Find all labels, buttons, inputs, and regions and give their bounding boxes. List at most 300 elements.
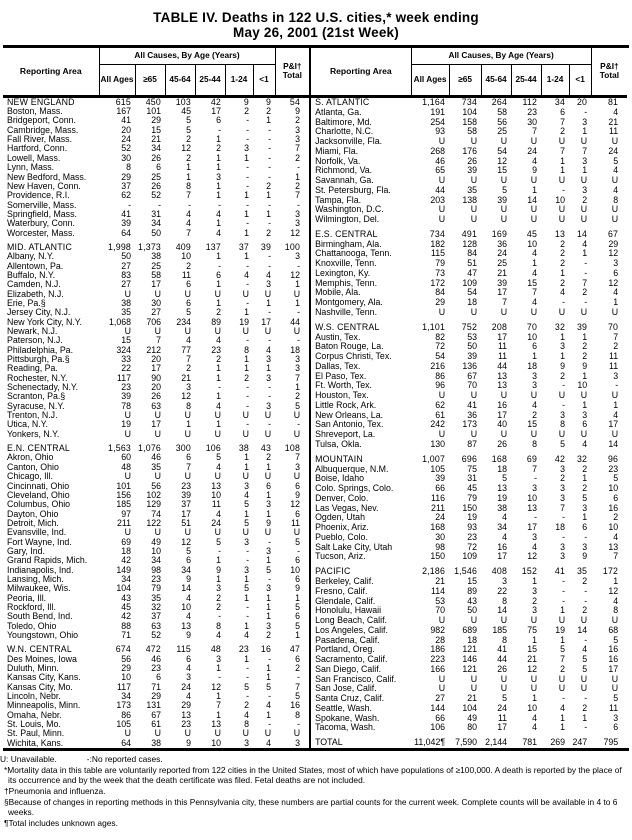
value-cell: 1,546 <box>454 567 478 577</box>
value-cell: - <box>584 693 588 704</box>
value-cell: 18 <box>555 522 566 533</box>
value-cell: 3 <box>582 410 588 420</box>
value-cell: - <box>268 252 272 262</box>
value-cell: 20 <box>151 383 161 393</box>
value-cell: 3 <box>295 135 301 145</box>
value-cell: 1 <box>266 664 272 674</box>
value-cell: 3 <box>560 410 566 420</box>
value-cell: 2 <box>582 464 588 474</box>
value-cell: 29 <box>151 116 161 126</box>
value-cell: 1 <box>216 252 221 262</box>
value-cell: 30 <box>435 532 446 542</box>
value-cell: 89 <box>467 586 478 596</box>
value-cell: 3 <box>295 462 301 472</box>
value-cell: 35 <box>467 185 478 195</box>
value-cell: - <box>268 720 272 730</box>
footnote-dagger: †Pneumonia and influenza. <box>4 785 106 796</box>
value-cell: U <box>611 684 619 694</box>
value-cell: 3 <box>532 381 538 391</box>
value-cell: 1 <box>560 635 566 645</box>
value-cell: 10 <box>181 252 191 262</box>
value-cell: 2 <box>295 392 301 402</box>
reporting-area-cell: Corpus Christi, Tex. <box>315 352 392 362</box>
value-cell: 109 <box>462 278 478 288</box>
reporting-area-cell: Akron, Ohio <box>7 453 54 463</box>
reporting-area-cell: Lansing, Mich. <box>7 574 64 584</box>
value-cell: 409 <box>175 242 191 252</box>
value-cell: 23 <box>151 664 161 674</box>
value-cell: 5 <box>244 500 249 510</box>
value-cell: 212 <box>146 345 161 355</box>
value-cell: 3 <box>244 537 249 547</box>
value-cell: 1 <box>295 298 301 308</box>
value-cell: U <box>611 615 619 626</box>
value-cell: 152 <box>521 567 538 577</box>
value-cell: 1 <box>244 364 249 374</box>
footnote-star: *Mortality data in this table are voluntarily reported from 122 cities in the United States, most of which have populations of ≥100,000. A death is reported by the place of its occurrence and by the week that the death certificate was filed. Fetal deaths are not included. <box>4 764 622 786</box>
value-cell: 13 <box>554 229 566 239</box>
value-cell: 8 <box>295 710 301 720</box>
value-cell: 10 <box>181 602 191 612</box>
value-cell: U <box>500 205 508 215</box>
value-cell: 4 <box>613 166 619 176</box>
value-cell: 18 <box>527 361 538 371</box>
table-header <box>3 48 309 96</box>
table-row <box>3 290 309 299</box>
value-cell: 68 <box>608 625 619 635</box>
value-cell: 4 <box>613 532 619 542</box>
age-group-header: All Causes, By Age (Years) <box>99 48 275 64</box>
value-cell: U <box>530 136 538 147</box>
value-cell: 6 <box>613 493 619 503</box>
value-cell: 33 <box>121 355 131 365</box>
reporting-area-cell: Tucson, Ariz. <box>315 552 366 562</box>
value-cell: U <box>470 307 478 317</box>
value-cell: 1 <box>532 259 538 269</box>
value-cell: 26 <box>151 392 161 402</box>
value-cell: - <box>562 586 566 596</box>
value-cell: 4 <box>216 509 221 519</box>
reporting-area-cell: Kansas City, Kans. <box>7 673 81 683</box>
value-cell: 13 <box>527 503 538 513</box>
value-cell: 24 <box>181 682 191 692</box>
value-cell: 11 <box>290 518 301 528</box>
value-cell: 3 <box>295 125 301 135</box>
value-cell: 18 <box>467 298 478 308</box>
value-cell: 1,007 <box>422 454 446 464</box>
reporting-area-cell: Savannah, Ga. <box>315 175 374 186</box>
table-row <box>3 392 309 401</box>
table-row <box>311 503 627 513</box>
table-row <box>311 464 627 474</box>
table-row <box>3 692 309 701</box>
reporting-area-cell: New Orleans, La. <box>315 410 384 420</box>
value-cell: 4 <box>216 462 221 472</box>
reporting-area-cell: Boston, Mass. <box>7 107 63 117</box>
value-cell: - <box>218 383 221 393</box>
value-cell: 11 <box>497 342 508 352</box>
value-cell: 138 <box>462 195 478 205</box>
value-cell: 1 <box>582 400 588 410</box>
table-row <box>311 362 627 372</box>
value-cell: 4 <box>560 703 566 713</box>
value-cell: 2 <box>244 107 249 117</box>
reporting-area-cell: MID. ATLANTIC <box>7 242 72 252</box>
value-cell: 19 <box>555 625 566 635</box>
value-cell: 26 <box>497 664 508 674</box>
table-row <box>311 484 627 494</box>
table-row <box>3 346 309 355</box>
value-cell: 89 <box>211 317 221 327</box>
value-cell: 12 <box>608 278 619 288</box>
value-cell: 3 <box>295 355 301 365</box>
value-cell: U <box>214 327 221 336</box>
value-cell: 56 <box>151 481 161 491</box>
reporting-area-cell: Reading, Pa. <box>7 364 58 374</box>
value-cell: 10 <box>211 738 221 748</box>
value-cell: 15 <box>527 420 538 430</box>
table-title-line1: TABLE IV. Deaths in 122 U.S. cities,* week ending <box>153 10 479 25</box>
value-cell: 17 <box>497 552 508 562</box>
value-cell: 1 <box>266 364 272 374</box>
value-cell: - <box>562 185 566 195</box>
value-cell: 9 <box>295 490 301 500</box>
value-cell: 18 <box>121 546 131 556</box>
table-row <box>3 556 309 565</box>
value-cell: 324 <box>116 345 131 355</box>
value-cell: 17 <box>608 420 619 430</box>
value-cell: 247 <box>572 738 588 748</box>
table-row <box>311 288 627 298</box>
value-cell: 39 <box>121 392 131 402</box>
value-cell: 234 <box>176 317 191 327</box>
value-cell: 129 <box>146 500 161 510</box>
value-cell: 3 <box>582 156 588 166</box>
table-title-line2: May 26, 2001 (21st Week) <box>233 25 399 41</box>
value-cell: 1 <box>613 400 619 410</box>
reporting-area-cell: Springfield, Mass. <box>7 209 77 219</box>
table-row <box>311 342 627 352</box>
value-cell: U <box>214 729 221 739</box>
value-cell: U <box>154 429 161 439</box>
value-cell: - <box>268 574 272 584</box>
value-cell: 17 <box>497 288 508 298</box>
value-cell: U <box>438 175 446 186</box>
value-cell: 16 <box>497 542 508 552</box>
value-cell: 25 <box>497 127 508 137</box>
value-cell: 11 <box>181 270 191 280</box>
value-cell: 15 <box>527 278 538 288</box>
value-cell: 6 <box>295 654 301 664</box>
table-row <box>311 249 627 259</box>
value-cell: 38 <box>151 252 161 262</box>
value-cell: U <box>438 214 446 225</box>
table-row <box>3 271 309 280</box>
reporting-area-cell: Newark, N.J. <box>7 327 58 336</box>
value-cell: 41 <box>121 116 131 126</box>
value-cell: 1 <box>266 490 272 500</box>
value-cell: 10 <box>121 673 131 683</box>
table-row <box>3 383 309 392</box>
value-cell: 41 <box>554 567 566 577</box>
value-cell: 1 <box>216 364 221 374</box>
value-cell: 223 <box>430 654 446 665</box>
value-cell: 23 <box>238 645 249 655</box>
value-cell: 11 <box>609 127 619 137</box>
value-cell: 3 <box>582 542 588 552</box>
value-cell: 74 <box>151 509 161 519</box>
value-cell: - <box>246 219 249 229</box>
table-row <box>3 430 309 439</box>
value-cell: 84 <box>467 249 478 259</box>
reporting-area-cell: Toledo, Ohio <box>7 621 57 631</box>
value-cell: 3 <box>582 185 588 195</box>
value-cell: 752 <box>461 322 478 332</box>
reporting-area-cell: Berkeley, Calif. <box>315 576 374 587</box>
value-cell: 48 <box>210 645 221 655</box>
value-cell: 211 <box>431 503 446 513</box>
value-cell: 1 <box>216 392 221 402</box>
value-cell: 4 <box>266 738 272 748</box>
value-cell: 80 <box>467 723 478 733</box>
value-cell: 1 <box>244 462 249 472</box>
value-cell: 2 <box>560 239 566 249</box>
value-cell: - <box>297 261 301 271</box>
value-cell: - <box>246 546 249 556</box>
value-cell: U <box>530 674 538 684</box>
value-cell: - <box>246 135 249 145</box>
value-cell: 1 <box>560 166 566 176</box>
table-row <box>3 163 309 172</box>
value-cell: 12 <box>608 586 619 596</box>
value-cell: 176 <box>462 146 478 156</box>
value-cell: U <box>580 674 588 684</box>
value-cell: 4 <box>532 542 538 552</box>
value-cell: 2 <box>582 342 588 352</box>
table-row <box>311 147 627 157</box>
reporting-area-cell: Norfolk, Va. <box>315 156 361 166</box>
value-cell: 1 <box>244 209 249 219</box>
footnote-no-cases: -:No reported cases. <box>86 754 163 765</box>
value-cell: 1 <box>582 474 588 484</box>
value-cell: 1 <box>266 191 272 201</box>
table-row <box>3 219 309 228</box>
value-cell: 3 <box>295 219 301 229</box>
value-cell: 2 <box>560 474 566 484</box>
value-cell: U <box>438 674 446 684</box>
reporting-area-cell: St. Petersburg, Fla. <box>315 185 391 195</box>
value-cell: U <box>530 615 538 626</box>
value-cell: 149 <box>116 565 131 575</box>
value-cell: - <box>246 401 249 411</box>
value-cell: U <box>293 429 301 439</box>
table-row <box>311 117 627 127</box>
value-cell: 5 <box>295 602 301 612</box>
value-cell: 39 <box>497 278 508 288</box>
value-cell: 3 <box>532 532 538 542</box>
value-cell: 7 <box>186 355 191 365</box>
value-cell: 2 <box>186 135 191 145</box>
value-cell: 2 <box>560 278 566 288</box>
table-row <box>311 606 627 616</box>
value-cell: - <box>268 125 272 135</box>
value-cell: 8 <box>502 635 508 645</box>
value-cell: 10 <box>527 332 538 342</box>
value-cell: 7 <box>613 552 619 562</box>
value-cell: 16 <box>290 701 301 711</box>
value-cell: 3 <box>560 552 566 562</box>
value-cell: U <box>580 615 588 626</box>
value-cell: 15 <box>467 576 478 587</box>
value-cell: - <box>218 125 221 135</box>
table-row <box>311 635 627 645</box>
value-cell: - <box>246 163 249 173</box>
value-cell: 136 <box>462 361 478 371</box>
value-cell: 17 <box>181 509 191 519</box>
reporting-area-cell: Austin, Tex. <box>315 332 361 342</box>
value-cell: U <box>438 430 446 440</box>
value-cell: 185 <box>116 500 131 510</box>
value-cell: 300 <box>175 444 191 454</box>
value-cell: - <box>297 163 301 173</box>
value-cell: 3 <box>186 383 191 393</box>
value-cell: 1 <box>266 509 272 519</box>
reporting-area-cell: Santa Cruz, Calif. <box>315 693 385 704</box>
reporting-area-cell: Kansas City, Mo. <box>7 682 73 692</box>
value-cell: 4 <box>582 645 588 655</box>
value-cell: U <box>124 729 131 739</box>
value-cell: 37 <box>151 612 161 622</box>
value-cell: U <box>611 430 619 440</box>
value-cell: 182 <box>430 239 446 249</box>
value-cell: 14 <box>577 625 588 635</box>
value-cell: 3 <box>560 493 566 503</box>
value-cell: 105 <box>430 464 446 474</box>
value-cell: U <box>438 615 446 626</box>
value-cell: 4 <box>502 513 508 523</box>
value-cell: 13 <box>181 710 191 720</box>
value-cell: - <box>246 420 249 430</box>
table-row <box>311 176 627 186</box>
value-cell: 4 <box>613 288 619 298</box>
table-body-right <box>311 96 627 748</box>
table-row <box>311 655 627 665</box>
value-cell: 78 <box>121 401 131 411</box>
reporting-area-cell: Pasadena, Calif. <box>315 635 380 645</box>
value-cell: 14 <box>497 606 508 616</box>
value-cell: 4 <box>582 239 588 249</box>
table-row <box>3 701 309 710</box>
value-cell: - <box>297 673 301 683</box>
reporting-area-cell: Cincinnati, Ohio <box>7 481 70 491</box>
value-cell: 54 <box>289 96 301 107</box>
table-row <box>3 280 309 289</box>
value-cell: 1 <box>216 135 221 145</box>
mortality-table <box>3 45 629 751</box>
value-cell: 11,042¶ <box>414 738 446 748</box>
value-cell: 39 <box>576 322 588 332</box>
value-cell: 3 <box>532 606 538 616</box>
col-header-45-64: 45-64 <box>165 64 195 96</box>
table-title <box>3 10 629 40</box>
value-cell: 5 <box>502 474 508 484</box>
reporting-area-cell: New Haven, Conn. <box>7 181 81 191</box>
value-cell: 5 <box>244 518 249 528</box>
value-cell: 3 <box>502 576 508 587</box>
value-cell: 97 <box>121 509 131 519</box>
value-cell: 150 <box>430 552 446 562</box>
table-row <box>3 720 309 729</box>
value-cell: 81 <box>607 96 619 107</box>
value-cell: 8 <box>244 345 249 355</box>
value-cell: 17 <box>527 522 538 533</box>
value-cell: U <box>184 729 191 739</box>
value-cell: U <box>438 391 446 401</box>
value-cell: U <box>580 684 588 694</box>
value-cell: 12 <box>527 552 538 562</box>
value-cell: 54 <box>497 146 508 156</box>
reporting-area-cell: MOUNTAIN <box>315 454 363 464</box>
reporting-area-cell: Somerville, Mass. <box>7 200 77 210</box>
value-cell: 70 <box>435 606 446 616</box>
reporting-area-cell: Jersey City, N.J. <box>7 308 71 318</box>
value-cell: 4 <box>186 219 191 229</box>
value-cell: 1 <box>216 280 221 290</box>
table-row <box>311 308 627 318</box>
value-cell: 2 <box>295 116 301 126</box>
value-cell: 39 <box>467 166 478 176</box>
value-cell: - <box>584 635 588 645</box>
reporting-area-cell: Las Vegas, Nev. <box>315 503 379 513</box>
value-cell: 7 <box>582 146 588 156</box>
table-row <box>311 723 627 733</box>
value-cell: 17 <box>151 420 161 430</box>
table-row <box>311 552 627 562</box>
value-cell: 2 <box>266 228 272 238</box>
value-cell: U <box>124 528 131 538</box>
value-cell: 43 <box>121 593 131 603</box>
value-cell: U <box>154 472 161 482</box>
value-cell: - <box>218 546 221 556</box>
value-cell: 1 <box>266 556 272 566</box>
value-cell: 3 <box>266 500 272 510</box>
reporting-area-cell: Minneapolis, Minn. <box>7 701 81 711</box>
value-cell: 12 <box>290 270 301 280</box>
value-cell: U <box>558 430 566 440</box>
value-cell: 24 <box>121 135 131 145</box>
value-cell: 2,186 <box>422 567 446 577</box>
value-cell: 6 <box>156 673 161 683</box>
value-cell: 6 <box>295 556 301 566</box>
table-row <box>3 566 309 575</box>
reporting-area-cell: Hartford, Conn. <box>7 144 68 154</box>
reporting-area-cell: Pittsburgh, Pa.§ <box>7 355 70 365</box>
reporting-area-cell: Providence, R.I. <box>7 191 70 201</box>
value-cell: 50 <box>467 342 478 352</box>
value-cell: U <box>500 136 508 147</box>
value-cell: 17 <box>151 280 161 290</box>
mortality-table-right-half <box>311 48 627 748</box>
value-cell: 7 <box>295 682 301 692</box>
value-cell: 18 <box>467 635 478 645</box>
value-cell: 37 <box>121 181 131 191</box>
age-group-header: All Causes, By Age (Years) <box>411 48 591 64</box>
value-cell: 254 <box>430 117 446 127</box>
value-cell: 1 <box>266 602 272 612</box>
value-cell: 1,373 <box>137 242 161 252</box>
value-cell: 46 <box>151 453 161 463</box>
value-cell: - <box>268 261 272 271</box>
